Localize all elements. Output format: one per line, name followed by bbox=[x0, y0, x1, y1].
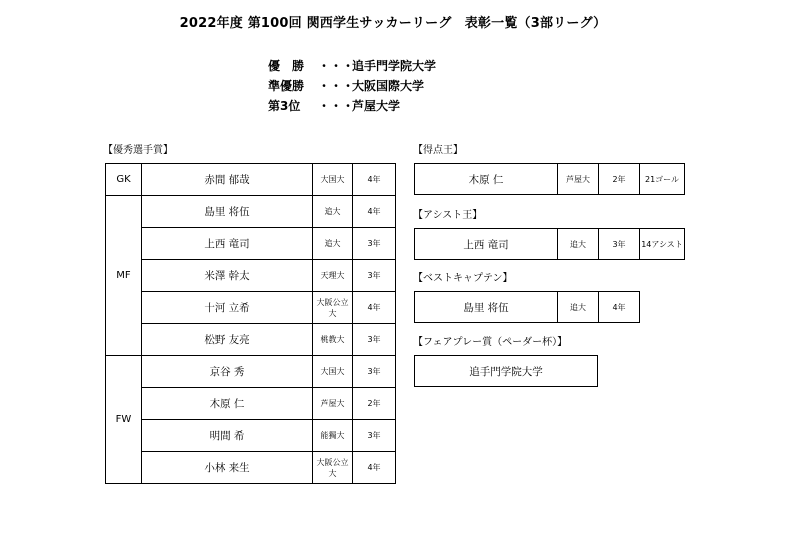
player-university: 追大 bbox=[313, 228, 353, 260]
result-team: 追手門学院大学 bbox=[352, 58, 437, 73]
player-name: 小林 来生 bbox=[142, 452, 313, 484]
table-row bbox=[106, 388, 396, 420]
assist-king-label: 【アシスト王】 bbox=[413, 210, 483, 221]
player-name: 島里 将伍 bbox=[142, 196, 313, 228]
player-university: 能獨大 bbox=[313, 420, 353, 452]
player-university: 大阪公立大 bbox=[313, 292, 353, 324]
league-results bbox=[268, 55, 436, 115]
mvp-table bbox=[105, 163, 396, 484]
player-university: 桃教大 bbox=[313, 324, 353, 356]
player-year: 4年 bbox=[353, 452, 396, 484]
table-row bbox=[415, 292, 640, 323]
result-rank: 第3位 bbox=[268, 98, 301, 113]
player-name: 明間 希 bbox=[142, 420, 313, 452]
player-name: 木原 仁 bbox=[142, 388, 313, 420]
assist-count: 14アシスト bbox=[640, 229, 685, 260]
fair-play-label: 【フェアプレー賞（ペーダー杯）】 bbox=[413, 337, 568, 348]
top-scorer-table bbox=[414, 163, 685, 195]
player-name: 上西 竜司 bbox=[415, 229, 558, 260]
best-captain-table bbox=[414, 291, 640, 323]
fair-play-team: 追手門学院大学 bbox=[415, 356, 598, 387]
table-row bbox=[106, 164, 396, 196]
player-university: 大阪公立大 bbox=[313, 452, 353, 484]
result-rank: 優 勝 bbox=[268, 58, 305, 73]
player-name: 赤間 郁哉 bbox=[142, 164, 313, 196]
page-title: 2022年度 第100回 関西学生サッカーリーグ 表彰一覧（3部リーグ） bbox=[179, 16, 607, 31]
result-rank: 準優勝 bbox=[268, 78, 305, 93]
player-name: 島里 将伍 bbox=[415, 292, 558, 323]
table-row bbox=[415, 356, 598, 387]
best-captain-label: 【ベストキャプテン】 bbox=[413, 273, 513, 284]
result-row-runner-up bbox=[268, 75, 436, 95]
player-name: 上西 竜司 bbox=[142, 228, 313, 260]
player-year: 3年 bbox=[353, 260, 396, 292]
player-year: 2年 bbox=[599, 164, 640, 195]
result-row-third bbox=[268, 95, 436, 115]
player-year: 4年 bbox=[599, 292, 640, 323]
player-year: 3年 bbox=[353, 356, 396, 388]
player-name: 京谷 秀 bbox=[142, 356, 313, 388]
table-row bbox=[415, 164, 685, 195]
position-cell: MF bbox=[106, 196, 142, 356]
player-name: 松野 友亮 bbox=[142, 324, 313, 356]
position-cell: FW bbox=[106, 356, 142, 484]
result-dots: ・・・ bbox=[318, 98, 355, 113]
result-team: 芦屋大学 bbox=[352, 98, 401, 113]
player-year: 2年 bbox=[353, 388, 396, 420]
table-row bbox=[415, 229, 685, 260]
player-university: 追大 bbox=[558, 292, 599, 323]
player-university: 追大 bbox=[558, 229, 599, 260]
player-year: 4年 bbox=[353, 196, 396, 228]
goal-count: 21ゴール bbox=[640, 164, 685, 195]
player-year: 3年 bbox=[353, 228, 396, 260]
player-university: 追大 bbox=[313, 196, 353, 228]
player-university: 天理大 bbox=[313, 260, 353, 292]
assist-king-table bbox=[414, 228, 685, 260]
player-name: 木原 仁 bbox=[415, 164, 558, 195]
player-university: 芦屋大 bbox=[558, 164, 599, 195]
result-row-champion bbox=[268, 55, 436, 75]
table-row bbox=[106, 260, 396, 292]
result-dots: ・・・ bbox=[318, 78, 355, 93]
player-year: 4年 bbox=[353, 164, 396, 196]
table-row bbox=[106, 420, 396, 452]
player-name: 米澤 幹太 bbox=[142, 260, 313, 292]
table-row bbox=[106, 324, 396, 356]
result-dots: ・・・ bbox=[318, 58, 355, 73]
table-row bbox=[106, 228, 396, 260]
table-row bbox=[106, 452, 396, 484]
player-university: 芦屋大 bbox=[313, 388, 353, 420]
player-university: 大国大 bbox=[313, 356, 353, 388]
top-scorer-label: 【得点王】 bbox=[413, 145, 463, 156]
mvp-label: 【優秀選手賞】 bbox=[103, 145, 173, 156]
result-team: 大阪国際大学 bbox=[352, 78, 425, 93]
player-year: 3年 bbox=[353, 324, 396, 356]
player-university: 大国大 bbox=[313, 164, 353, 196]
table-row bbox=[106, 292, 396, 324]
player-name: 十河 立希 bbox=[142, 292, 313, 324]
table-row bbox=[106, 356, 396, 388]
player-year: 3年 bbox=[353, 420, 396, 452]
player-year: 3年 bbox=[599, 229, 640, 260]
position-cell: GK bbox=[106, 164, 142, 196]
fair-play-table bbox=[414, 355, 598, 387]
player-year: 4年 bbox=[353, 292, 396, 324]
table-row bbox=[106, 196, 396, 228]
